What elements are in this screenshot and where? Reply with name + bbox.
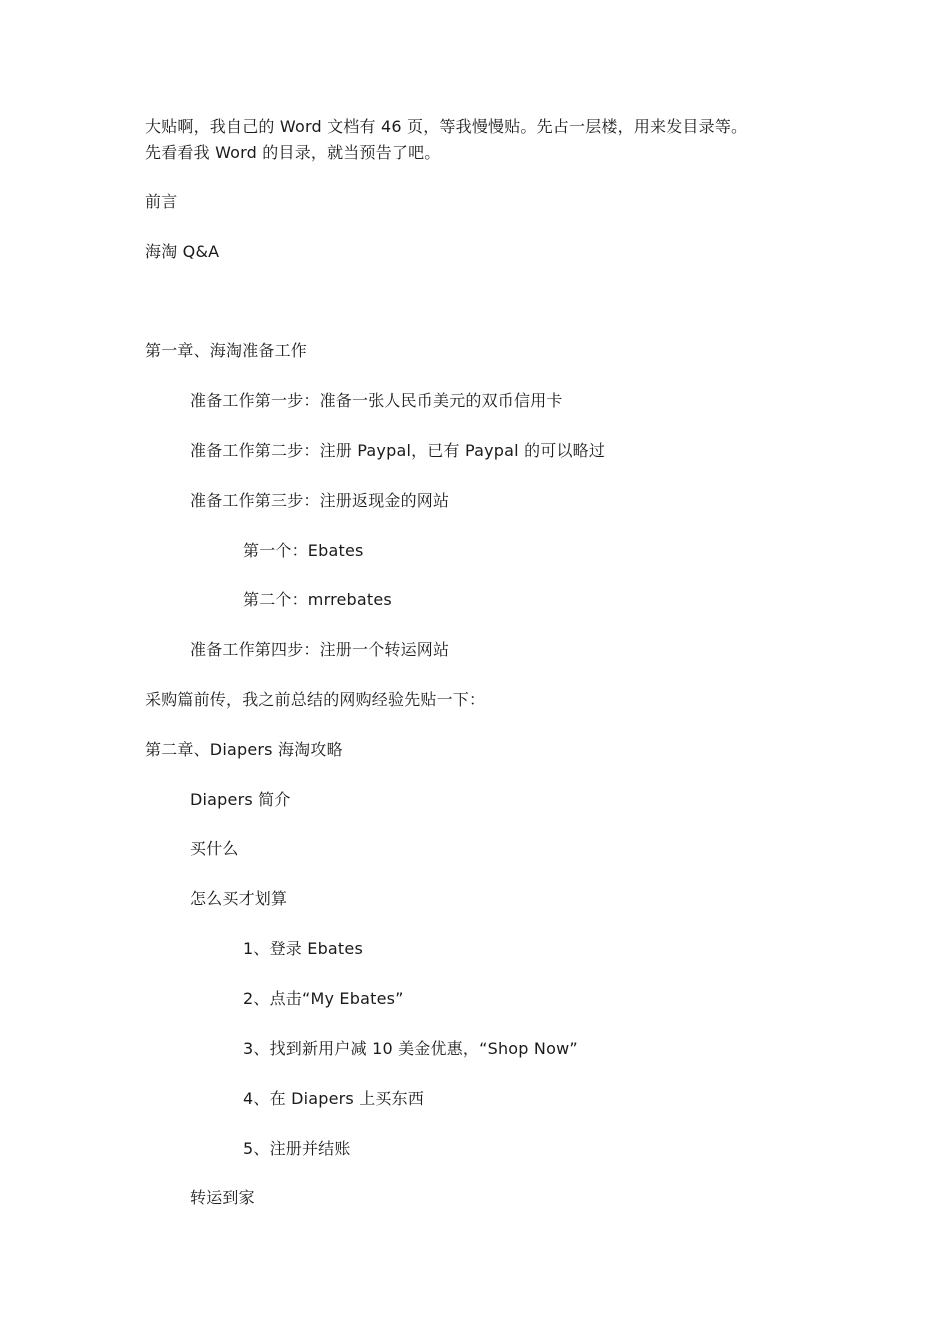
intro-line-1: 大贴啊，我自己的 Word 文档有 46 页，等我慢慢贴。先占一层楼，用来发目录等。 bbox=[145, 117, 748, 136]
chapter1-step4: 准备工作第四步：注册一个转运网站 bbox=[190, 640, 450, 659]
chapter2-intro: Diapers 简介 bbox=[190, 790, 291, 809]
chapter1-step2: 准备工作第二步：注册 Paypal，已有 Paypal 的可以略过 bbox=[190, 441, 606, 460]
chapter1-sub1: 第一个：Ebates bbox=[243, 541, 364, 560]
toc-preface: 前言 bbox=[145, 192, 178, 211]
toc-qa: 海淘 Q&A bbox=[145, 242, 220, 261]
chapter2-step-1: 1、登录 Ebates bbox=[243, 939, 363, 958]
chapter1-title: 第一章、海淘准备工作 bbox=[145, 341, 308, 360]
chapter2-step-5: 5、注册并结账 bbox=[243, 1139, 351, 1158]
chapter1-sub2: 第二个：mrrebates bbox=[243, 590, 392, 609]
chapter2-step-2: 2、点击“My Ebates” bbox=[243, 989, 404, 1008]
chapter2-forward: 转运到家 bbox=[190, 1188, 255, 1207]
chapter1-step1: 准备工作第一步：准备一张人民币美元的双币信用卡 bbox=[190, 391, 563, 410]
chapter2-step-4: 4、在 Diapers 上买东西 bbox=[243, 1089, 425, 1108]
chapter1-step3: 准备工作第三步：注册返现金的网站 bbox=[190, 491, 450, 510]
toc-note: 采购篇前传，我之前总结的网购经验先贴一下： bbox=[145, 690, 486, 709]
chapter2-title: 第二章、Diapers 海淘攻略 bbox=[145, 740, 343, 759]
chapter2-step-3: 3、找到新用户减 10 美金优惠，“Shop Now” bbox=[243, 1039, 578, 1058]
chapter2-how: 怎么买才划算 bbox=[190, 889, 288, 908]
intro-line-2: 先看看我 Word 的目录，就当预告了吧。 bbox=[145, 143, 441, 162]
chapter2-what: 买什么 bbox=[190, 839, 239, 858]
